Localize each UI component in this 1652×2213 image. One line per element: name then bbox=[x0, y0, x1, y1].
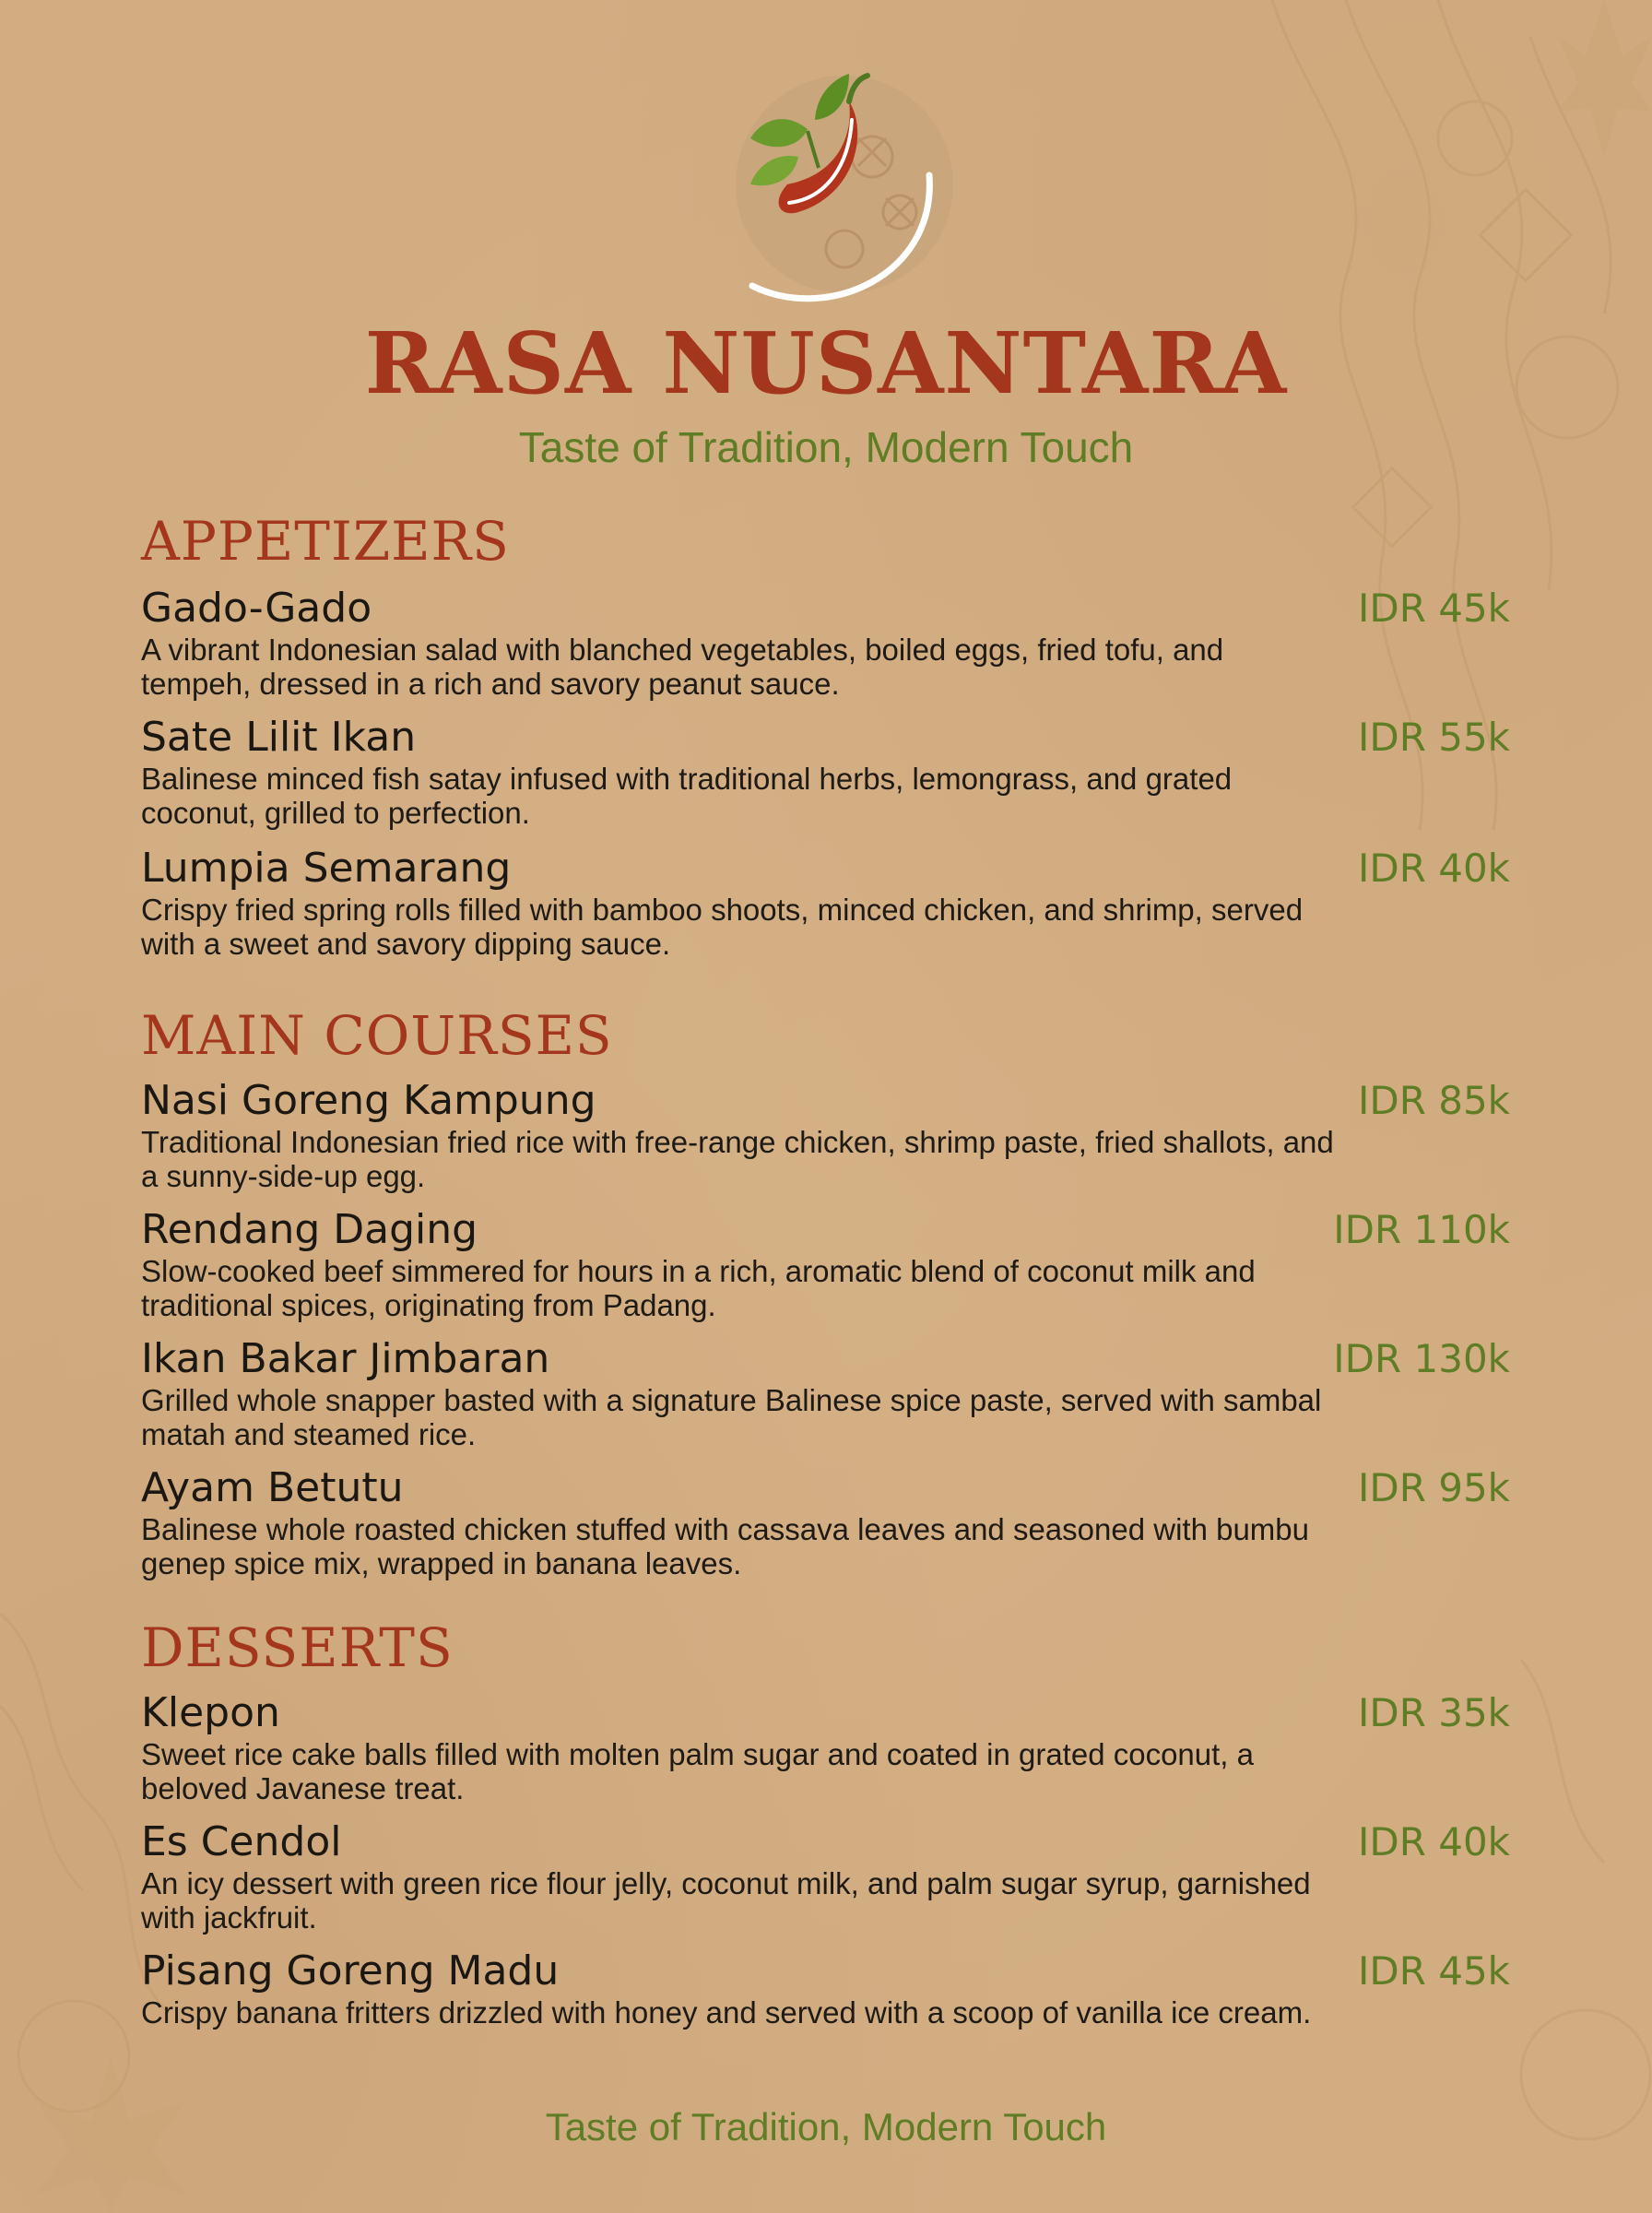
item-name: Rendang Daging bbox=[141, 1206, 478, 1253]
menu-item bbox=[141, 1949, 1510, 2030]
item-price: IDR 110k bbox=[1333, 1207, 1510, 1252]
item-name: Ikan Bakar Jimbaran bbox=[141, 1335, 550, 1382]
item-price: IDR 130k bbox=[1333, 1336, 1510, 1381]
item-name: Klepon bbox=[141, 1689, 280, 1736]
menu-item bbox=[141, 846, 1510, 961]
menu-item bbox=[141, 1208, 1510, 1322]
section-title-appetizers: APPETIZERS bbox=[141, 510, 510, 573]
item-name: Lumpia Semarang bbox=[141, 845, 512, 892]
menu-item bbox=[141, 1466, 1510, 1580]
chili-leaf-logo-icon bbox=[697, 65, 955, 323]
item-name: Sate Lilit Ikan bbox=[141, 714, 417, 761]
item-description: A vibrant Indonesian salad with blanched vegetables, boiled eggs, fried tofu, and tempeh, dressed in a rich and savory peanut sauce. bbox=[141, 633, 1224, 701]
menu-item bbox=[141, 586, 1510, 701]
item-price: IDR 40k bbox=[1357, 1819, 1510, 1864]
item-description: An icy dessert with green rice flour jelly, coconut milk, and palm sugar syrup, garnished with jackfruit. bbox=[141, 1866, 1311, 1935]
menu-item bbox=[141, 1079, 1510, 1193]
item-price: IDR 55k bbox=[1357, 715, 1510, 760]
menu-item bbox=[141, 1691, 1510, 1805]
item-description: Balinese minced fish satay infused with traditional herbs, lemongrass, and grated coconut, grilled to perfection. bbox=[141, 762, 1233, 830]
item-price: IDR 85k bbox=[1357, 1078, 1510, 1123]
restaurant-name: RASA NUSANTARA bbox=[364, 314, 1288, 413]
item-description: Slow-cooked beef simmered for hours in a rich, aromatic blend of coconut milk and traditional spices, originating from Padang. bbox=[141, 1254, 1256, 1322]
item-description: Balinese whole roasted chicken stuffed with cassava leaves and seasoned with bumbu genep spice mix, wrapped in banana leaves. bbox=[141, 1512, 1309, 1580]
item-price: IDR 95k bbox=[1357, 1465, 1510, 1510]
section-title-main-courses: MAIN COURSES bbox=[141, 1004, 613, 1067]
section-title-desserts: DESSERTS bbox=[141, 1616, 454, 1679]
item-name: Nasi Goreng Kampung bbox=[141, 1077, 596, 1124]
menu-item bbox=[141, 716, 1510, 830]
item-name: Pisang Goreng Madu bbox=[141, 1947, 560, 1994]
flower-ornament-top-right bbox=[1558, 0, 1652, 157]
item-description: Crispy fried spring rolls filled with bamboo shoots, minced chicken, and shrimp, served with a sweet and savory dipping sauce. bbox=[141, 893, 1304, 961]
restaurant-tagline: Taste of Tradition, Modern Touch bbox=[518, 423, 1134, 471]
item-description: Traditional Indonesian fried rice with free-range chicken, shrimp paste, fried shallots, and a sunny-side-up egg. bbox=[141, 1125, 1334, 1193]
item-price: IDR 45k bbox=[1357, 586, 1510, 631]
item-name: Es Cendol bbox=[141, 1818, 342, 1865]
item-price: IDR 45k bbox=[1357, 1948, 1510, 1994]
item-description: Grilled whole snapper basted with a signature Balinese spice paste, served with sambal matah and steamed rice. bbox=[141, 1383, 1322, 1451]
menu-item bbox=[141, 1337, 1510, 1451]
item-description: Crispy banana fritters drizzled with honey and served with a scoop of vanilla ice cream. bbox=[141, 1995, 1312, 2030]
footer-tagline: Taste of Tradition, Modern Touch bbox=[545, 2105, 1107, 2148]
menu-item bbox=[141, 1820, 1510, 1935]
item-price: IDR 35k bbox=[1357, 1690, 1510, 1735]
item-name: Gado-Gado bbox=[141, 585, 372, 632]
item-name: Ayam Betutu bbox=[141, 1464, 404, 1511]
item-price: IDR 40k bbox=[1357, 846, 1510, 891]
item-description: Sweet rice cake balls filled with molten palm sugar and coated in grated coconut, a beloved Javanese treat. bbox=[141, 1737, 1254, 1805]
